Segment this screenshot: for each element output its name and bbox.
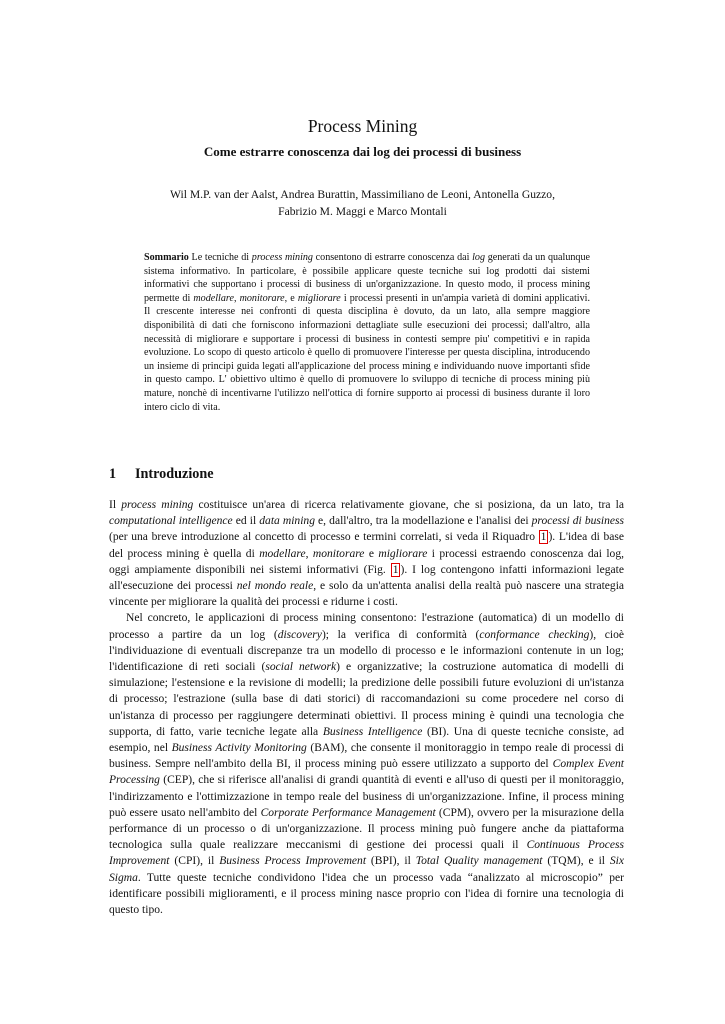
body-text: costituisce un'area di ricerca relativamente giovane, che si posiziona, da un lato, tra la xyxy=(193,499,624,511)
body-text: (TQM), e il xyxy=(542,855,610,868)
abstract-text: , xyxy=(233,292,240,304)
body-text: (CPM), ovvero per la misurazione della performance di un processo o di un'organizzazione. Il process mining può fungere anche da piattaforma tecnologica sulla quale realizzare meccanismi di gestione dei processi quali il xyxy=(109,806,624,852)
abstract-text: generati da un qualunque sistema informativo. In particolare, è possibile applicare queste tecniche sui log prodotti dai sistemi informativi che supportano i processi di business di un'organizzazione. In questo modo, il process mining permette di xyxy=(144,252,590,304)
body-emph: discovery xyxy=(277,628,322,641)
body-emph: conformance checking xyxy=(479,628,590,641)
abstract-emph: process mining xyxy=(251,252,313,263)
body-text: (CEP), che si riferisce all'analisi di grandi quantità di eventi e all'uso di questi per il monitoraggio, l'indirizzamento e l'ottimizzazione in tempo reale del business di un'organizzazione. Infine, il process mining può essere usato nell'ambito del xyxy=(109,774,624,819)
body-text: (CPI), il xyxy=(169,855,220,868)
body-text: e, dall'altro, tra la modellazione e l'analisi dei xyxy=(314,515,532,528)
abstract-emph: migliorare xyxy=(297,292,341,304)
body-emph: Complex Event Processing xyxy=(109,758,624,787)
body-text: ) e organizzative; la costruzione automatica di modelli di simulazione; l'estensione e la revisione di modelli; la predizione delle possibili future evoluzioni di un'istanza di processo; l'estrazione (sulla base di dati storici) di raccomandazioni su come procedere nel corso di un'istanza di processo per raggiungere determinati obiettivi. Il process mining è quindi una tecnologia che supporta, di fatto, varie tecniche legate alla xyxy=(109,661,624,738)
abstract-text: consentono di estrarre conoscenza dai xyxy=(312,252,473,263)
figure-reference-link[interactable]: 1 xyxy=(392,563,399,576)
section-heading xyxy=(109,466,214,483)
body-text: Il xyxy=(109,499,122,511)
body-text: ). I log contengono infatti informazioni legate all'esecuzione dei processi xyxy=(109,563,624,593)
section-title: Introduzione xyxy=(135,466,214,482)
body-text: (BI). Una di queste tecniche consiste, ad esempio, nel xyxy=(109,725,624,755)
body-emph: nel mondo reale xyxy=(236,580,314,593)
body-emph: Business Intelligence xyxy=(322,725,423,738)
author-list xyxy=(120,186,605,220)
body-text: ); la verifica di conformità ( xyxy=(321,628,480,641)
section-number: 1 xyxy=(109,466,117,482)
body-text: Nel concreto, le applicazioni di process mining consentono: l'estrazione (automatica) di un modello di processo a partire da un log ( xyxy=(109,612,624,641)
body-text: (BPI), il xyxy=(366,855,416,868)
body-emph: Total Quality management xyxy=(415,855,543,868)
body-emph: social network xyxy=(265,661,337,674)
abstract-emph: log xyxy=(472,252,486,263)
abstract-emph: modellare xyxy=(193,292,234,304)
abstract xyxy=(144,251,590,414)
body-emph: computational intelligence xyxy=(109,515,233,528)
body-text: e xyxy=(364,547,379,560)
paper-subtitle: Come estrarre conoscenza dai log dei processi di business xyxy=(203,144,522,159)
body-emph: modellare xyxy=(259,547,306,560)
body-emph: Continuous Process Improvement xyxy=(109,839,624,868)
abstract-text: , e xyxy=(284,292,298,304)
body-text: , e solo da un'attenta analisi della realtà può nascere una strategia vincente per migliorare la qualità dei processi e ridurne i costi. xyxy=(109,580,625,609)
abstract-text: i processi presenti in un'ampia varietà di domini applicativi. Il crescente interesse nei confronti di questa disciplina è dovuto, da un lato, alla sempre maggiore disponibilità di dati che forniscono informazioni dettagliate sulle esecuzioni dei processi; dall'altro, alla necessità di migliorare e supportare i processi di business in contesti sempre piu' competitivi e in rapida evoluzione. Lo scopo di questo articolo è quello di promuovere l'interesse per questa disciplina, introducendo un insieme di principi guida legati all'applicazione del process mining e individuando nuove importanti sfide in questo campo. L' obiettivo ultimo è quello di promuovere lo sviluppo di tecniche di process mining più mature, nonchè di incentivarne l'utilizzo nell'ottica di fornire supporto ai processi di business durante il loro intero ciclo di vita. xyxy=(144,292,590,413)
section-body xyxy=(109,497,624,918)
body-text: ), cioè l'individuazione di eventuali discrepanze tra un modello di processo e le informazioni contenute in un log; l'identificazione di reti sociali ( xyxy=(109,628,625,674)
body-text: ed il xyxy=(232,515,260,528)
body-text: , xyxy=(305,547,313,560)
body-emph: Six Sigma xyxy=(109,855,625,884)
body-text: . Tutte queste tecniche condividono l'idea che un processo vada “analizzato al microscopio” per identificare possibili miglioramenti, e il process mining nasce proprio con l'idea di fornire una tecnologia di questo tipo. xyxy=(109,871,624,917)
body-emph: Business Activity Monitoring xyxy=(171,742,307,755)
paragraph-2 xyxy=(109,610,624,918)
body-text: (BAM), che consente il monitoraggio in tempo reale di processi di business. Sempre nell'ambito della BI, il process mining può essere utilizzato a supporto del xyxy=(109,742,625,771)
paragraph-1 xyxy=(109,497,624,610)
abstract-text: Le tecniche di xyxy=(188,252,252,263)
body-emph: Corporate Performance Management xyxy=(260,806,436,819)
body-emph: process mining xyxy=(121,499,194,511)
body-text: i processi estraendo conoscenza dai log, oggi ampiamente disponibili nei sistemi informativi (Fig. xyxy=(109,547,624,576)
body-text: ). L'idea di base del process mining è quella di xyxy=(109,531,625,560)
box-reference-link[interactable]: 1 xyxy=(540,531,547,544)
abstract-label: Sommario xyxy=(144,252,189,263)
author-line-2: Fabrizio M. Maggi e Marco Montali xyxy=(278,205,447,218)
body-emph: data mining xyxy=(259,515,315,528)
body-emph: Business Process Improvement xyxy=(219,855,367,868)
body-emph: monitorare xyxy=(312,547,365,560)
author-line-1: Wil M.P. van der Aalst, Andrea Burattin, Massimiliano de Leoni, Antonella Guzzo, xyxy=(170,188,555,201)
body-text: (per una breve introduzione al concetto di processo e termini correlati, si veda il Riquadro xyxy=(109,531,539,544)
body-emph: migliorare xyxy=(378,547,428,560)
body-emph: processi di business xyxy=(531,515,624,528)
paper-title: Process Mining xyxy=(307,116,418,136)
abstract-emph: monitorare xyxy=(239,292,285,304)
